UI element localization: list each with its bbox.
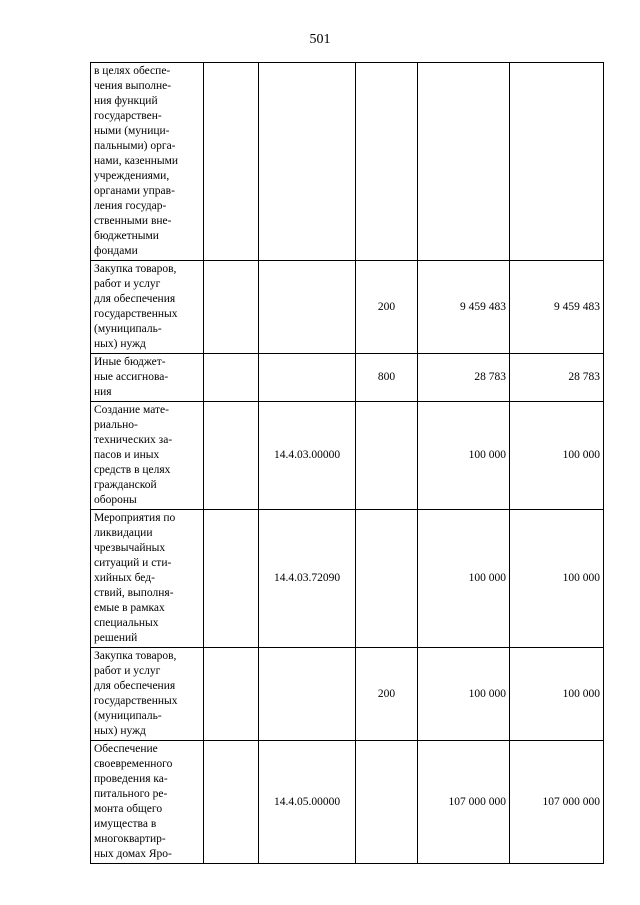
row-sum-1: 9 459 483 xyxy=(418,261,510,354)
row-sum-1 xyxy=(418,63,510,261)
row-target-code xyxy=(259,648,356,741)
row-target-code: 14.4.03.00000 xyxy=(259,402,356,510)
page-number: 501 xyxy=(309,32,331,47)
row-expense-type xyxy=(356,741,418,864)
table-row xyxy=(91,402,604,510)
table-row xyxy=(91,63,604,261)
row-description: в целях обеспе- чения выполне- ния функций государствен- ными (муници- пальными) орга- нами, казенными учреждениями, органами управ- ления государ- ственными вне- бюджетными фондами xyxy=(91,63,204,261)
row-description: Создание мате- риально- технических за- пасов и иных средств в целях гражданской обороны xyxy=(91,402,204,510)
row-sum-2: 100 000 xyxy=(510,648,604,741)
row-sum-1: 100 000 xyxy=(418,648,510,741)
row-sum-1: 100 000 xyxy=(418,510,510,648)
row-cell-empty xyxy=(204,63,259,261)
row-expense-type: 200 xyxy=(356,648,418,741)
row-cell-empty xyxy=(204,402,259,510)
row-sum-2: 100 000 xyxy=(510,402,604,510)
row-cell-empty xyxy=(204,354,259,402)
row-target-code xyxy=(259,63,356,261)
row-sum-1: 100 000 xyxy=(418,402,510,510)
table-row xyxy=(91,354,604,402)
row-sum-2: 28 783 xyxy=(510,354,604,402)
row-description: Закупка товаров, работ и услуг для обеспечения государственных (муниципаль- ных) нужд xyxy=(91,648,204,741)
row-sum-1: 28 783 xyxy=(418,354,510,402)
row-target-code: 14.4.03.72090 xyxy=(259,510,356,648)
budget-table xyxy=(90,62,604,864)
row-sum-2: 9 459 483 xyxy=(510,261,604,354)
row-sum-2: 100 000 xyxy=(510,510,604,648)
row-sum-2 xyxy=(510,63,604,261)
row-target-code xyxy=(259,261,356,354)
row-expense-type xyxy=(356,510,418,648)
row-cell-empty xyxy=(204,510,259,648)
table-row xyxy=(91,648,604,741)
row-expense-type: 800 xyxy=(356,354,418,402)
table-row xyxy=(91,510,604,648)
table-row xyxy=(91,261,604,354)
row-sum-2: 107 000 000 xyxy=(510,741,604,864)
row-sum-1: 107 000 000 xyxy=(418,741,510,864)
row-description: Обеспечение своевременного проведения ка- питального ре- монта общего имущества в многоквартир- ных домах Яро- xyxy=(91,741,204,864)
row-description: Иные бюджет- ные ассигнова- ния xyxy=(91,354,204,402)
row-expense-type xyxy=(356,63,418,261)
row-expense-type xyxy=(356,402,418,510)
row-cell-empty xyxy=(204,648,259,741)
row-description: Закупка товаров, работ и услуг для обеспечения государственных (муниципаль- ных) нужд xyxy=(91,261,204,354)
row-target-code xyxy=(259,354,356,402)
row-cell-empty xyxy=(204,261,259,354)
row-cell-empty xyxy=(204,741,259,864)
table-row xyxy=(91,741,604,864)
row-description: Мероприятия по ликвидации чрезвычайных ситуаций и сти- хийных бед- ствий, выполня- емые в рамках специальных решений xyxy=(91,510,204,648)
row-expense-type: 200 xyxy=(356,261,418,354)
row-target-code: 14.4.05.00000 xyxy=(259,741,356,864)
